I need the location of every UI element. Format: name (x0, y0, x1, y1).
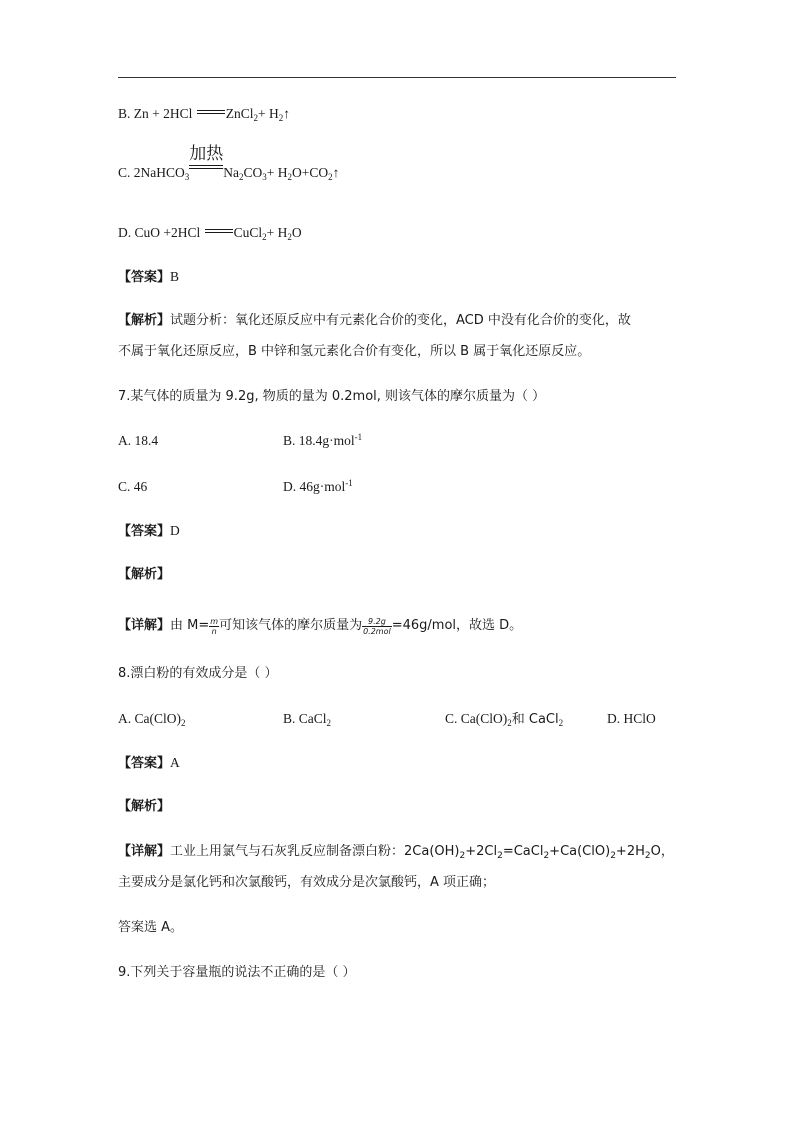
equals-sign-icon (205, 226, 233, 236)
fraction-m-over-n: $\frac{m}{n}$ (210, 617, 219, 636)
option-b-equation: B. Zn + 2HCl ZnCl$_2$+ $H_2↑$ (118, 106, 291, 123)
answer-8: 【答案】A (118, 755, 180, 771)
detail-8-line2: 主要成分是氯化钙和次氯酸钙，有效成分是次氯酸钙，A 项正确； (118, 875, 496, 890)
q7-option-a: A. 18.4 (118, 433, 159, 448)
question-8: 8.漂白粉的有效成分是（ ） (118, 666, 278, 681)
analysis-7: 【解析】 (118, 567, 171, 582)
analysis-6-line1: 【解析】试题分析：氧化还原反应中有元素化合价的变化，ACD 中没有化合价的变化，故 (118, 313, 631, 328)
q7-option-b: B. 18.4g·mol$^{-1}$ (283, 432, 363, 448)
question-7: 7.某气体的质量为 9.2g, 物质的量为 0.2mol, 则该气体的摩尔质量为（ ） (118, 389, 546, 404)
answer-7: 【答案】D (118, 523, 180, 539)
q8-option-c: C. $Ca(ClO)_2$和 CaCl$_2$ (445, 711, 564, 728)
analysis-8: 【解析】 (118, 799, 171, 814)
answer-6: 【答案】B (118, 269, 180, 285)
q8-option-d: D. HClO (607, 711, 656, 726)
q7-option-c: C. 46 (118, 479, 148, 494)
header-rule (118, 77, 676, 78)
equals-sign-icon (197, 107, 225, 117)
heating-condition-arrow: 加热 (189, 169, 223, 177)
option-c-equation: C. 2NaHCO$_3$ 加热 $Na_2CO_3+$ $H_2O+CO_2↑$ (118, 144, 340, 182)
option-d-equation: D. CuO +2HCl CuCl$_2$+ $H_2O$ (118, 225, 302, 242)
conclusion-8: 答案选 A。 (118, 920, 184, 935)
q8-option-b: B. CaCl$_2$ (283, 711, 332, 728)
fraction-mass-over-mol: $\frac{9.2g}{\text{0.2mol}}$ (363, 617, 391, 636)
detail-8-line1: 【详解】工业上用氯气与石灰乳反应制备漂白粉：$2Ca(OH)_2+2Cl_2=CaCl_2+Ca(ClO)_2+2H_2O$， (118, 844, 674, 861)
q8-option-a: A. $Ca(ClO)_2$ (118, 711, 186, 728)
analysis-6-line2: 不属于氧化还原反应，B 中锌和氢元素化合价有变化，所以 B 属于氧化还原反应。 (118, 344, 591, 359)
q7-option-d: D. 46g·mol$^{-1}$ (283, 478, 353, 494)
detail-7: 【详解】由 M= $\frac{m}{n}$ 可知该气体的摩尔质量为 $\frac{9.2g}{\text{0.2mol}}$ =46g/mol，故选 D。 (118, 617, 523, 636)
question-9: 9.下列关于容量瓶的说法不正确的是（ ） (118, 965, 356, 980)
